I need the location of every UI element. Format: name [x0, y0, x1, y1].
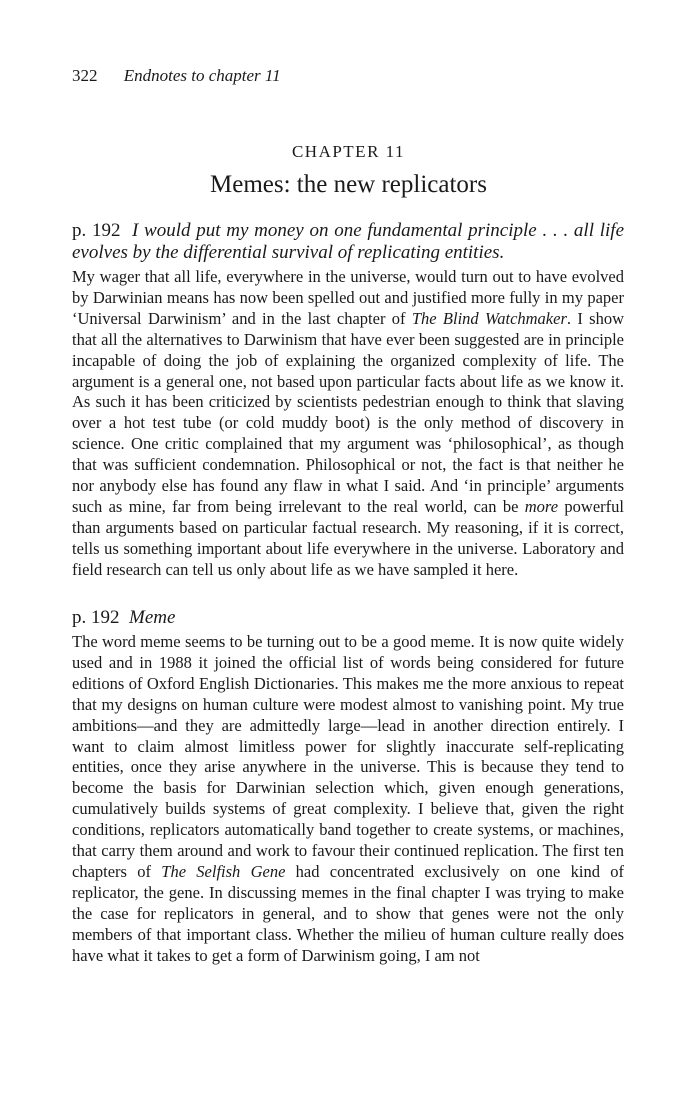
reference-page: p. 192: [72, 220, 121, 241]
book-title-italic: The Selfish Gene: [161, 861, 286, 881]
endnote-reference: [72, 220, 624, 264]
endnote-paragraph: [72, 267, 624, 581]
reference-quote-continued: evolves by the differential survival of replicating entities.: [72, 242, 505, 263]
page-number: 322: [72, 66, 98, 85]
endnote-reference-line: [72, 220, 624, 242]
endnote-paragraph: [72, 632, 624, 967]
paragraph-text: . I show that all the alternatives to Darwinism that have ever been suggested are in principle incapable of doing the job of explaining the organized complexity of life. The argument is a general one, not based upon particular facts about life as we know it. As such it has been criticized by scientists pedestrian enough to think that slaving over a hot test tube (or cold muddy boot) is the only method of discovery in science. One critic complained that my argument was ‘philosophical’, as though that was sufficient condemnation. Philosophical or not, the fact is that neither he nor anybody else has found any flaw in what I said. And ‘in principle’ arguments such as mine, far from being irrelevant to the real world, can be: [72, 308, 624, 516]
paragraph-text: powerful than arguments based on particular factual research. My reasoning, if it is correct, tells us something important about life everywhere in the universe. Laboratory and field research can tell us only about life as we have sampled it here.: [72, 496, 624, 579]
book-title-italic: The Blind Watchmaker: [411, 308, 567, 328]
chapter-label: CHAPTER 11: [291, 142, 406, 161]
reference-quote: Meme: [129, 607, 176, 628]
paragraph-text: The word meme seems to be turning out to be a good meme. It is now quite widely used and in 1988 it joined the official list of words being considered for future editions of Oxford English Dictionaries. This makes me the more anxious to repeat that my designs on human culture were modest almost to vanishing point. My true ambitions—and they are admittedly large—lead in another direction entirely. I want to claim almost limitless power for slightly inaccurate self-replicating entities, once they arise anywhere in the universe. This is because they tend to become the basis for Darwinian selection which, given enough generations, cumulatively builds systems of great complexity. I believe that, given the right conditions, replicators automatically band together to create systems, or machines, that carry them around and work to favour their continued replication. The first ten chapters of: [72, 632, 624, 881]
emphasis-italic: more: [524, 496, 559, 516]
reference-page: p. 192: [72, 607, 120, 628]
endnote-reference: [72, 607, 624, 629]
reference-quote: I would put my money on one fundamental principle . . . all life: [131, 220, 625, 241]
paragraph-text: had concentrated exclusively on one kind of replicator, the gene. In discussing memes in the final chapter I was trying to make the case for replicators in general, and to show that genes were not the only members of that important class. Whether the milieu of human culture really does have what it takes to get a form of Darwinism going, I am not: [72, 861, 625, 965]
endnote-entry: [72, 220, 624, 581]
paragraph-text: My wager that all life, everywhere in the universe, would turn out to have evolved by Darwinian means has now been spelled out and justified more fully in my paper ‘Universal Darwinism’ and in the last chapter of: [72, 267, 624, 328]
chapter-title: Memes: the new replicators: [210, 171, 487, 198]
running-head-title: Endnotes to chapter 11: [123, 66, 281, 85]
running-head: [72, 66, 281, 86]
endnote-entry: [72, 607, 624, 967]
